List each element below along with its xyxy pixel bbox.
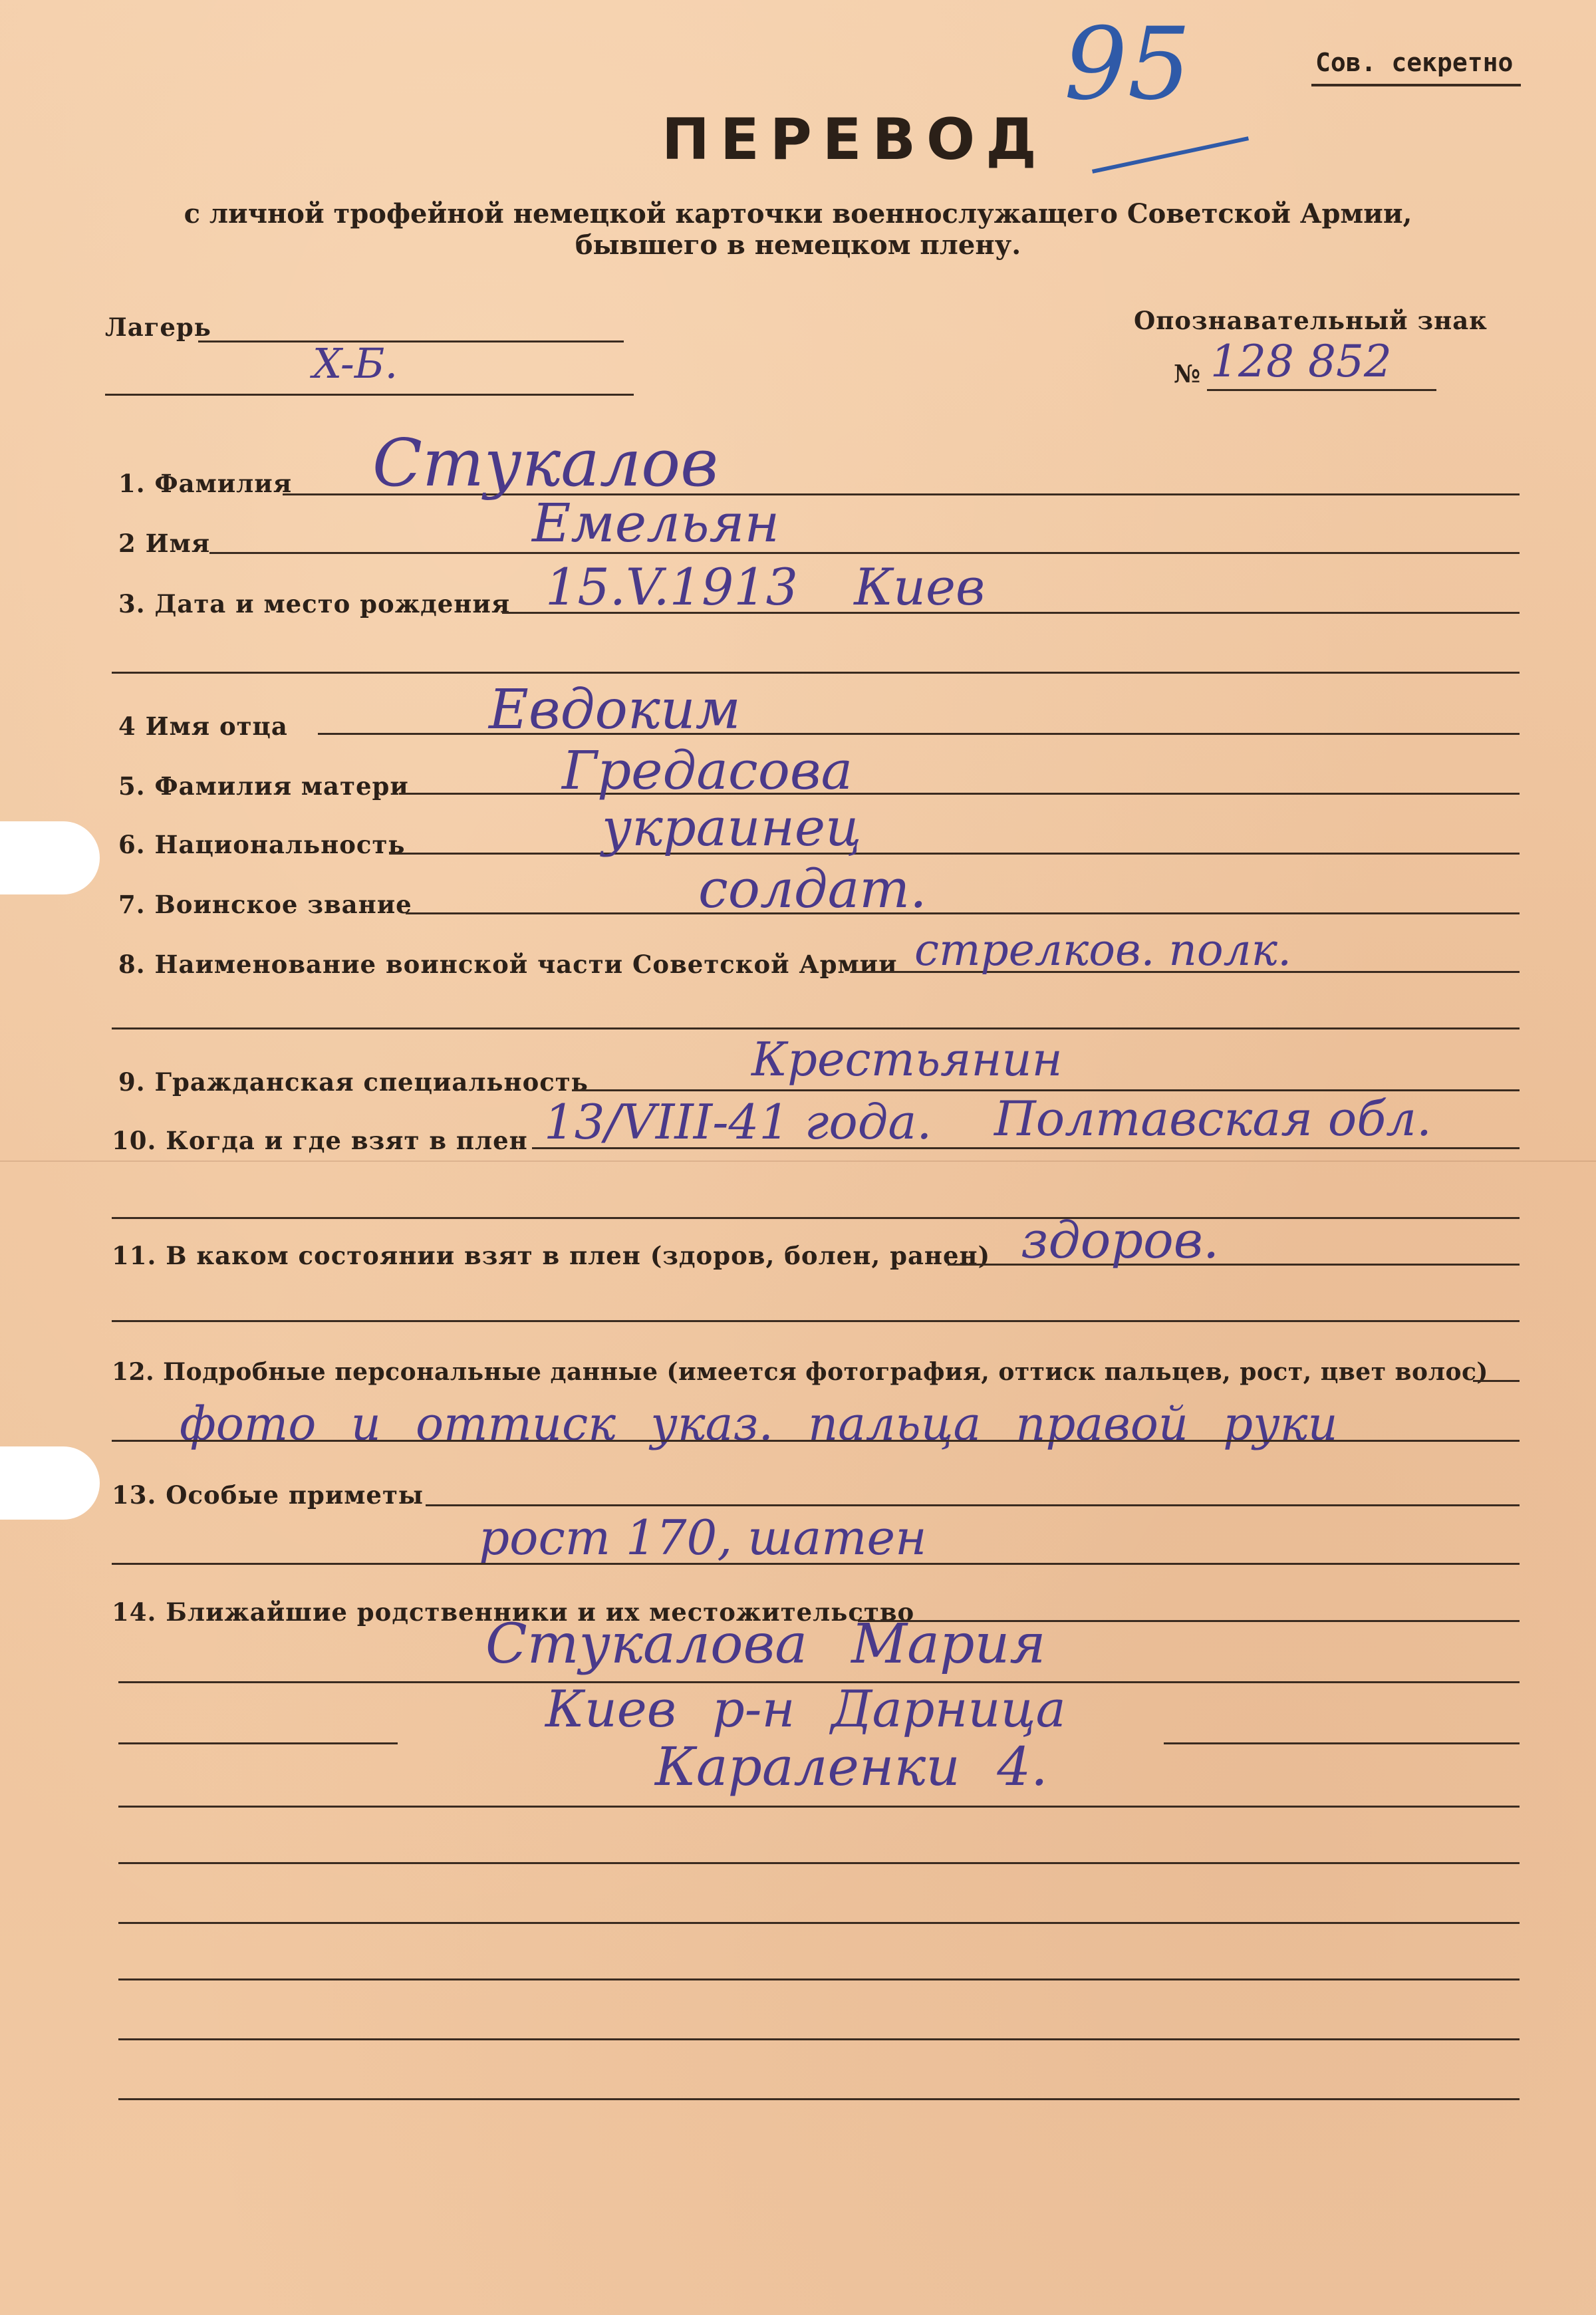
field-capture-date: 13/VIII-41 года. (544, 1094, 932, 1150)
field-marks-rule (426, 1504, 1520, 1506)
field-nationality-label: 6. Национальность (118, 830, 406, 859)
field-unit-rule-2 (112, 1027, 1520, 1029)
subtitle-line-2: бывшего в немецком плену. (575, 229, 1021, 261)
field-nationality-value: украинец (602, 798, 862, 858)
field-relatives-line-3: Караленки 4. (655, 1736, 1048, 1798)
page-number: 95 (1064, 7, 1191, 122)
field-surname-value: Стукалов (372, 426, 719, 501)
field-rank-label: 7. Воинское звание (118, 890, 412, 919)
secret-stamp: Сов. секретно (1315, 48, 1514, 77)
field-name-label: 2 Имя (118, 529, 211, 558)
field-name-rule (209, 552, 1520, 554)
field-capture-place: Полтавская обл. (994, 1091, 1432, 1147)
field-birth-label: 3. Дата и место рождения (118, 589, 511, 618)
document-title: ПЕРЕВОД (662, 106, 1047, 173)
field-father-label: 4 Имя отца (118, 712, 288, 741)
camp-label: Лагерь (105, 313, 211, 342)
relatives-rule-7 (118, 2038, 1520, 2040)
field-personal-label: 12. Подробные персональные данные (имеется фотография, оттиск пальцев, рост, цвет волос) (112, 1358, 1488, 1386)
field-capture-label: 10. Когда и где взят в плен (112, 1126, 528, 1155)
id-tag-label: Опознавательный знак (1134, 306, 1488, 335)
punch-hole (0, 821, 100, 894)
field-mother-label: 5. Фамилия матери (118, 771, 409, 801)
id-tag-value: 128 852 (1210, 336, 1392, 387)
id-tag-rule (1207, 389, 1436, 391)
field-condition-label: 11. В каком состоянии взят в плен (здоров, болен, ранен) (112, 1241, 991, 1270)
field-nationality-rule (389, 853, 1520, 855)
subtitle-line-1: с личной трофейной немецкой карточки военнослужащего Советской Армии, (184, 198, 1412, 229)
field-unit-label: 8. Наименование воинской части Советской Армии (118, 950, 898, 979)
relatives-rule-2a (118, 1742, 398, 1744)
relatives-rule-6 (118, 1978, 1520, 1980)
field-marks-value: рост 170, шатен (479, 1510, 927, 1566)
field-birth-value: 15.V.1913 Киев (545, 557, 986, 616)
relatives-rule-4 (118, 1862, 1520, 1864)
fold-line (0, 1160, 1596, 1162)
field-marks-rule-2 (112, 1563, 1520, 1565)
field-father-value: Евдоким (489, 678, 741, 742)
field-capture-rule-2 (112, 1217, 1520, 1219)
camp-rule-2 (105, 394, 634, 396)
relatives-rule-8 (118, 2098, 1520, 2100)
field-condition-value: здоров. (1021, 1210, 1220, 1270)
field-relatives-label: 14. Ближайшие родственники и их местожительство (112, 1597, 915, 1627)
field-surname-label: 1. Фамилия (118, 469, 293, 498)
field-relatives-line-1: Стукалова Мария (485, 1613, 1046, 1676)
field-rank-rule (406, 912, 1520, 914)
relatives-rule-3 (118, 1806, 1520, 1808)
punch-hole (0, 1446, 100, 1520)
secret-underline (1311, 84, 1521, 86)
field-unit-value: стрелков. полк. (914, 924, 1292, 976)
field-relatives-line-2: Киев р-н Дарница (545, 1679, 1066, 1738)
field-personal-rule-2 (112, 1440, 1520, 1442)
camp-value: X-Б. (313, 339, 398, 388)
field-specialty-value: Крестьянин (751, 1032, 1063, 1087)
field-mother-value: Гредасова (562, 740, 853, 801)
field-birth-rule-2 (112, 672, 1520, 674)
field-condition-rule-2 (112, 1320, 1520, 1322)
field-marks-label: 13. Особые приметы (112, 1480, 424, 1510)
field-name-value: Емельян (532, 492, 780, 554)
id-tag-no: № (1174, 359, 1202, 388)
field-rank-value: солдат. (698, 858, 927, 920)
field-personal-value: фото и оттиск указ. пальца правой руки (180, 1397, 1338, 1451)
field-personal-rule (1473, 1380, 1520, 1382)
relatives-rule-2b (1164, 1742, 1520, 1744)
page-number-stroke (1092, 136, 1249, 174)
field-specialty-label: 9. Гражданская специальность (118, 1067, 589, 1097)
camp-rule (198, 340, 624, 342)
relatives-rule-5 (118, 1922, 1520, 1924)
